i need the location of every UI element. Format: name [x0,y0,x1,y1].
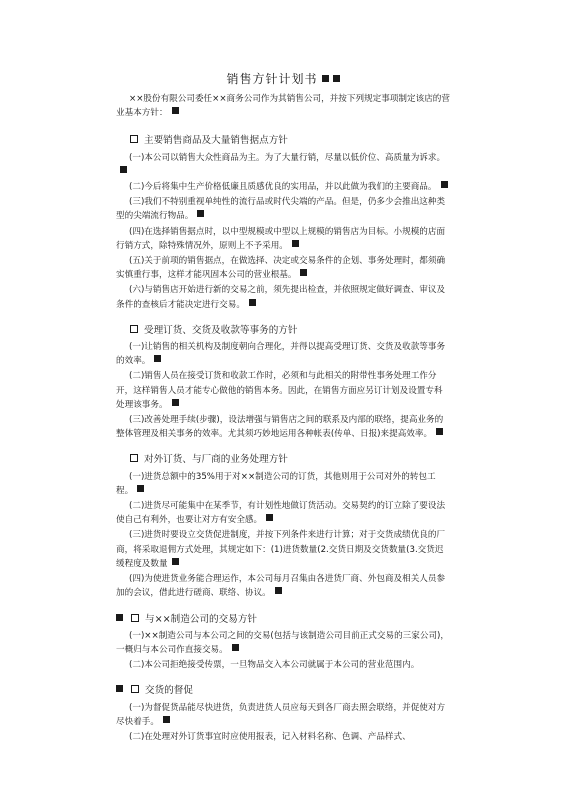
paragraph: (一)让销售的相关机构及制度朝向合理化，并得以提高受理订货、交货及收款等事务的效率。 [116,342,446,367]
black-square-icon [292,240,299,247]
paragraph: (一)××制造公司与本公司之间的交易(包括与该制造公司目前正式交易的三家公司)，一概归与本公司作直接交易。 [116,630,450,655]
section-heading: 主要销售商品及大量销售据点方针 [130,134,450,148]
paragraph: (三)改善处理手续(步骤)，设法增强与销售店之间的联系及内部的联络，提高业务的整体管理及相关事务的效率。尤其须巧妙地运用各种帐表(传单、日报)来提高效率。 [116,415,444,440]
section-heading: 交货的督促 [116,684,450,698]
black-square-icon [116,685,123,692]
black-square-icon [275,587,282,594]
section-delivery-supervision [116,684,450,744]
paragraph: (三)进货时要设立交货促进制度，并按下列条件来进行计算；对于交货成绩优良的厂商，将采取退佣方式处理，其规定如下：(1)进货数量(2.交货日期及交货数量(3.交货迟缓程度及数量 [116,530,446,569]
paragraph: (四)为使进货业务能合理运作，本公司每月召集由各进货厂商、外包商及相关人员参加的会议，借此进行磋商、联络、协议。 [116,574,446,599]
paragraph: (一)进货总额中的35%用于对××制造公司的订货，其他则用于公司对外的转包工程。 [116,471,436,496]
paragraph: (二)销售人员在接受订货和收款工作时，必须和与此相关的附带性事务处理工作分开，这样销售人员才能专心做他的销售本务。因此，在销售方面应另订计划及设置专科处理该事务。 [116,371,443,410]
black-square-icon [120,166,127,173]
section-heading: 对外订货、与厂商的业务处理方针 [130,453,450,467]
hollow-square-icon [131,614,139,622]
hollow-square-icon [130,135,138,143]
section-heading: 与××制造公司的交易方针 [116,613,450,627]
black-square-icon [300,269,307,276]
black-square-icon [333,75,340,82]
black-square-icon [322,75,329,82]
black-square-icon [249,299,256,306]
section-manufacturer-trade-policy [116,613,450,673]
black-square-icon [116,614,123,621]
paragraph: (三)我们不特别重视单纯性的流行品或时代尖端的产品。但是，仍多少会推出这种类型的尖端流行物品。 [116,197,446,222]
paragraph: (一)为督促货品能尽快进货，负责进货人员应每天到各厂商去照会联络，并促使对方尽快着手。 [116,702,446,727]
paragraph: (二)进货尽可能集中在某季节，有计划性地做订货活动。交易契约的订立除了要设法使自己有利外，也要让对方有安全感。 [116,501,446,526]
section-heading: 受理订货、交货及收款等事务的方针 [130,324,450,338]
paragraph: (四)在选择销售据点时，以中型规模或中型以上规模的销售店为目标。小规模的店面行销方式，除特殊情况外，原则上不予采用。 [116,226,446,251]
paragraph: (一)本公司以销售大众性商品为主。为了大量行销，尽量以低价位、高质量为诉求。 [116,151,450,179]
black-square-icon [441,181,448,188]
black-square-icon [137,485,144,492]
black-square-icon [266,514,273,521]
page-title-line [0,70,566,87]
paragraph: (二)今后将集中生产价格低廉且质感优良的实用品，并以此做为我们的主要商品。 [116,180,450,194]
page-title: 销售方针计划书 [226,72,318,86]
hollow-square-icon [130,454,138,462]
document-body [116,92,450,756]
black-square-icon [232,644,239,651]
paragraph: (二)本公司拒绝接受传票，一旦物品交入本公司就属于本公司的营业范围内。 [129,660,420,671]
intro-text: ××股份有限公司委任××商务公司作为其销售公司，并按下列规定事项制定该店的营业基本方针： [116,94,450,119]
section-order-delivery-policy [116,324,450,442]
paragraph: (五)关于前项的销售据点，在做选择、决定或交易条件的企划、事务处理时，都须确实慎重行事，这样才能巩固本公司的营业根基。 [116,256,446,281]
black-square-icon [172,399,179,406]
black-square-icon [172,107,179,114]
black-square-icon [154,355,161,362]
black-square-icon [197,210,204,217]
intro-paragraph [116,92,450,120]
hollow-square-icon [131,685,139,693]
paragraph: (二)在处理对外订货事宜时应使用报表，记入材料名称、色调、产品样式、 [129,731,411,742]
paragraph: (六)与销售店开始进行新的交易之前，须先提出检查，并依照规定做好调查、审议及条件的查核后才能决定进行交易。 [116,285,446,310]
hollow-square-icon [130,325,138,333]
black-square-icon [172,558,179,565]
section-sales-policy [116,134,450,311]
black-square-icon [163,716,170,723]
black-square-icon [436,428,443,435]
section-external-order-policy [116,453,450,600]
